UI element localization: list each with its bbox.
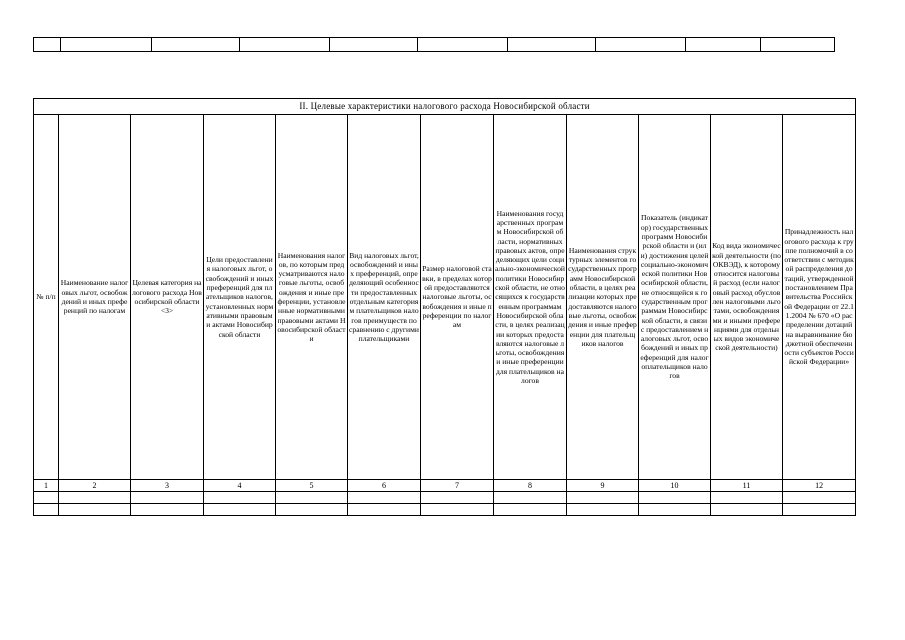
table-cell [494, 492, 567, 504]
column-number: 4 [204, 480, 276, 492]
column-header [421, 115, 494, 480]
table-cell [567, 492, 639, 504]
column-header [494, 115, 567, 480]
previous-table-fragment [33, 37, 835, 52]
header-row [34, 115, 856, 480]
section-title: II. Целевые характеристики налогового расхода Новосибирской области [34, 99, 856, 115]
header-text: Наименования налогов, по которым предусматриваются налоговые льготы, освобождения и иные преференции, установленные нормативными правовыми актами Новосибирской области [277, 250, 346, 344]
table-cell [567, 504, 639, 516]
table-cell [34, 492, 59, 504]
table-cell [348, 504, 421, 516]
table-cell [761, 38, 835, 52]
header-text: Размер налоговой ставки, в пределах которой предоставляются налоговые льготы, освобождения и иные преференции по налогам [422, 264, 492, 330]
table-cell [421, 492, 494, 504]
column-number: 9 [567, 480, 639, 492]
column-header [34, 115, 59, 480]
table-cell [34, 504, 59, 516]
column-number: 1 [34, 480, 59, 492]
header-text: Показатель (индикатор) государственных программ Новосибирской области и (или) достижения целей социально-экономической политики Новосибирской области, не относящейся к государственным программам Новосибирской области, в связи с предоставлением налоговых льгот, освобождений и иных преференций для налогоплательщиков налогов [640, 213, 709, 381]
table-cell [152, 38, 240, 52]
header-text: Цели предоставления налоговых льгот, освобождений и иных преференций для плательщиков налогов, установленных нормативными правовыми актами Новосибирской области [205, 255, 274, 339]
table-row [34, 504, 856, 516]
header-text: Целевая категория налогового расхода Новосибирской области <3> [132, 278, 202, 316]
column-number: 12 [783, 480, 856, 492]
column-number: 10 [639, 480, 711, 492]
column-header [348, 115, 421, 480]
table-cell [508, 38, 596, 52]
header-text: Принадлежность налогового расхода к группе полномочий в соответствии с методикой распределения дотаций, утвержденной постановлением Правительства Российской Федерации от 22.11.2004 № 670 «О распределении дотаций на выравнивание бюджетной обеспеченности субъектов Российской Федерации» [784, 227, 854, 367]
column-number: 6 [348, 480, 421, 492]
table-cell [204, 492, 276, 504]
table-cell [34, 38, 61, 52]
header-text: № п/п [36, 292, 56, 302]
column-header [204, 115, 276, 480]
column-number: 7 [421, 480, 494, 492]
column-header [711, 115, 783, 480]
table-cell [59, 492, 131, 504]
table-cell [596, 38, 686, 52]
header-text: Наименование налоговых льгот, освобождений и иных преференций по налогам [60, 278, 129, 316]
table-cell [59, 504, 131, 516]
column-number: 5 [276, 480, 348, 492]
header-text: Наименования государственных программ Новосибирской области, нормативных правовых актов, определяющих цели социально-экономической политики Новосибирской области, не относящихся к государственным программам Новосибирской области, в целях реализации которых предоставляются налоговые льготы, освобождения и иные преференции для плательщиков налогов [495, 208, 565, 386]
column-number: 11 [711, 480, 783, 492]
column-header [783, 115, 856, 480]
column-header [567, 115, 639, 480]
table-row [34, 38, 835, 52]
column-number: 3 [131, 480, 204, 492]
table-cell [348, 492, 421, 504]
table-cell [639, 492, 711, 504]
table-cell [131, 492, 204, 504]
column-number: 8 [494, 480, 567, 492]
table-cell [783, 492, 856, 504]
header-text: Вид налоговых льгот, освобождений и иных преференций, определяющий особенности предоставленных отдельным категориям плательщиков налогов преимуществ по сравнению с другими плательщиками [349, 250, 419, 344]
table-cell [686, 38, 761, 52]
table-cell [204, 504, 276, 516]
column-header [59, 115, 131, 480]
tax-expenditure-characteristics-table [33, 98, 856, 516]
header-text: Наименования структурных элементов государственных программ Новосибирской области, в целях реализации которых предоставляются налоговые льготы, освобождения и иные преференции для плательщиков налогов [568, 245, 637, 348]
table-cell [711, 504, 783, 516]
table-cell [418, 38, 508, 52]
table-cell [783, 504, 856, 516]
table-cell [276, 504, 348, 516]
header-text: Код вида экономической деятельности (по ОКВЭД), к которому относится налоговый расход (если налоговый расход обусловлен налоговыми льготами, освобождениями и иными преференциями для отдельных видов экономической деятельности) [712, 241, 781, 353]
column-number-row [34, 480, 856, 492]
table-cell [639, 504, 711, 516]
table-cell [276, 492, 348, 504]
table-cell [61, 38, 152, 52]
column-header [639, 115, 711, 480]
title-row [34, 99, 856, 115]
table-cell [421, 504, 494, 516]
column-header [131, 115, 204, 480]
table-cell [330, 38, 418, 52]
table-cell [240, 38, 330, 52]
table-cell [131, 504, 204, 516]
column-header [276, 115, 348, 480]
column-number: 2 [59, 480, 131, 492]
table-row [34, 492, 856, 504]
table-cell [711, 492, 783, 504]
table-cell [494, 504, 567, 516]
